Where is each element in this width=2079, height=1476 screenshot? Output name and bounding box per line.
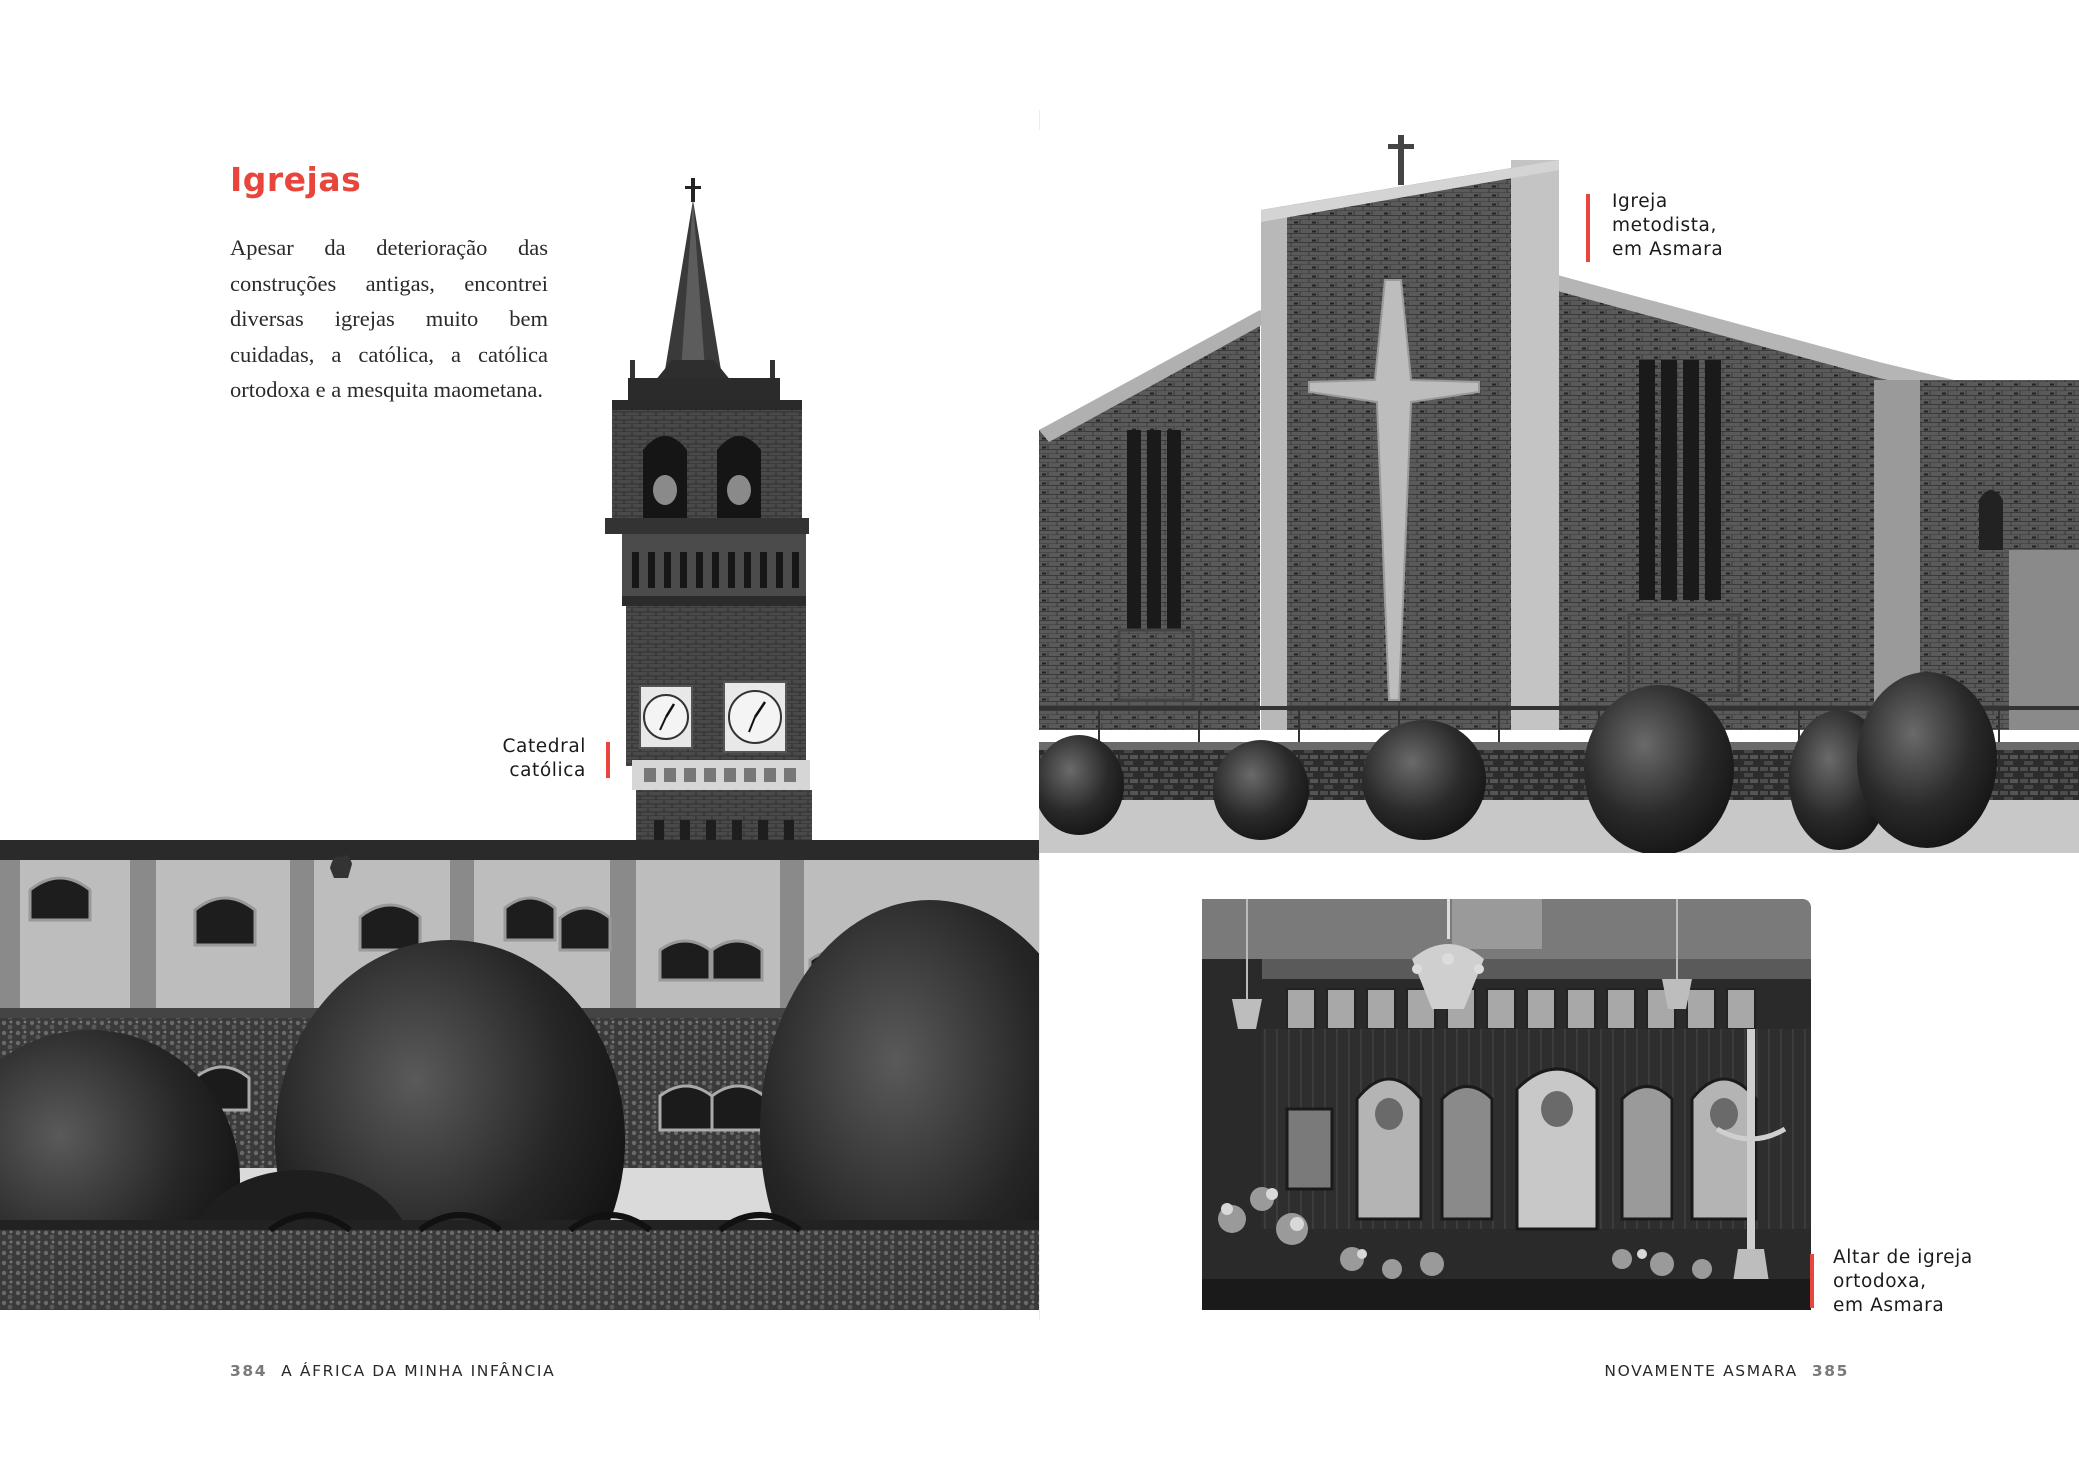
footer-right: [1604, 1362, 1849, 1380]
caption-ortodoxa: [1833, 1246, 2033, 1318]
running-title: NOVAMENTE ASMARA: [1604, 1362, 1798, 1380]
caption-line: ortodoxa,: [1833, 1271, 1927, 1292]
caption-catedral: [470, 735, 586, 783]
caption-line: Catedral: [502, 736, 586, 757]
body-paragraph: Apesar da deterioração das construções antigas, encontrei diversas igrejas muito bem cuidadas, a católica, a católica ortodoxa e a mesquita maometana.: [230, 235, 548, 402]
caption-accent-bar: [1810, 1254, 1814, 1308]
page-number: 384: [230, 1362, 268, 1380]
methodist-church-photo: [1039, 130, 2079, 853]
page-number: 385: [1811, 1362, 1849, 1380]
caption-metodista: [1612, 190, 1812, 262]
footer-left: [230, 1362, 555, 1380]
caption-line: católica: [509, 760, 586, 781]
caption-line: em Asmara: [1833, 1295, 1945, 1316]
orthodox-altar-photo: [1202, 899, 1811, 1310]
caption-line: Igreja: [1612, 191, 1668, 212]
caption-accent-bar: [1586, 194, 1590, 262]
section-heading: Igrejas: [230, 160, 362, 199]
left-page: [0, 0, 1039, 1476]
caption-accent-bar: [606, 742, 610, 778]
caption-line: Altar de igreja: [1833, 1247, 1973, 1268]
caption-line: em Asmara: [1612, 239, 1724, 260]
caption-line: metodista,: [1612, 215, 1717, 236]
running-title: A ÁFRICA DA MINHA INFÂNCIA: [281, 1362, 556, 1380]
